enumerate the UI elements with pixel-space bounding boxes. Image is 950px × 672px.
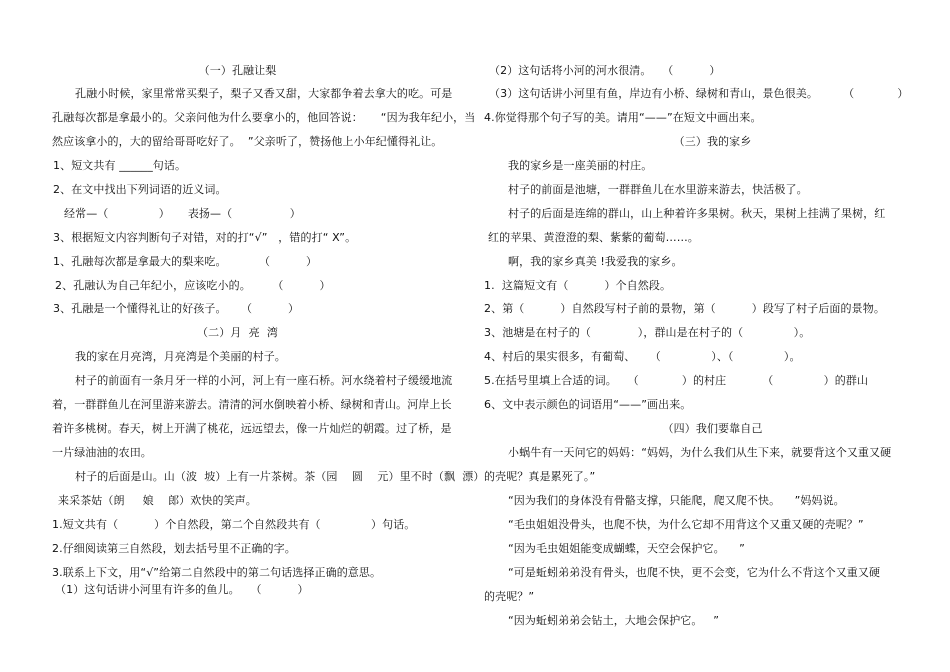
left-text-line: 孔融每次都是拿最小的。父亲问他为什么要拿小的，他回答说： “因为我年纪小，当	[52, 111, 476, 124]
left-text-line: （二）月 亮 湾	[197, 326, 278, 339]
right-text-line: 村子的后面是连绵的群山，山上种着许多果树。秋天，果树上挂满了果树，红	[508, 207, 886, 220]
right-text-line: 2、第（ ）自然段写村子前的景物，第（ ）段写了村子后面的景物。	[484, 302, 885, 315]
right-text-line: 的壳呢？真是累死了。”	[484, 470, 596, 483]
left-text-line: 2、孔融认为自己年纪小，应该吃小的。 （ ）	[55, 279, 331, 292]
left-text-line: 着，一群群鱼儿在河里游来游去。清清的河水倒映着小桥、绿树和青山。河岸上长	[52, 398, 452, 411]
right-text-line: 啊，我的家乡真美 !我爱我的家乡。	[508, 255, 683, 268]
left-text-line: 孔融小时候，家里常常买梨子，梨子又香又甜，大家都争着去拿大的吃。可是	[75, 87, 453, 100]
left-text-line: 经常—（ ） 表扬—（ ）	[64, 207, 301, 220]
left-text-line: 1、短文共有 ______句话。	[53, 159, 187, 172]
right-text-line: （四）我们要靠自己	[662, 422, 763, 435]
left-text-line: 我的家在月亮湾，月亮湾是个美丽的村子。	[75, 350, 286, 363]
right-text-line: 1. 这篇短文有（ ）个自然段。	[484, 279, 672, 292]
right-text-line: 红的苹果、黄澄澄的梨、紫紫的葡萄……。	[488, 231, 699, 244]
left-text-line: 2、在文中找出下列词语的近义词。	[53, 183, 227, 196]
right-text-line: 我的家乡是一座美丽的村庄。	[508, 159, 653, 172]
right-text-line: 小蜗牛有一天问它的妈妈：“妈妈，为什么我们从生下来，就要背这个又重又硬	[508, 446, 892, 459]
right-text-line: “因为我们的身体没有骨骼支撑，只能爬，爬又爬不快。 ”妈妈说。	[508, 494, 845, 507]
right-text-line: 5.在括号里填上合适的词。 （ ）的村庄 （ ）的群山	[484, 374, 869, 387]
left-text-line: 然应该拿小的，大的留给哥哥吃好了。 ”父亲听了，赞扬他上小年纪懂得礼让。	[52, 135, 443, 148]
left-text-line: （一）孔融让梨	[198, 64, 277, 77]
left-text-line: 3、孔融是一个懂得礼让的好孩子。 （ ）	[53, 302, 300, 315]
left-text-line: 着许多桃树。春天，树上开满了桃花，远远望去，像一片灿烂的朝霞。过了桥，是	[52, 422, 452, 435]
right-text-line: “因为蚯蚓弟弟会钻土，大地会保护它。 ”	[508, 614, 720, 627]
right-text-line: “可是蚯蚓弟弟没有骨头，也爬不快，更不会变，它为什么不背这个又重又硬	[508, 566, 881, 579]
right-text-line: 村子的前面是池塘，一群群鱼儿在水里游来游去，快活极了。	[508, 183, 808, 196]
left-text-line: 3、根据短文内容判断句子对错，对的打“√” ，错的打“ X”。	[53, 231, 357, 244]
right-text-line: 6、文中表示颜色的词语用“——”画出来。	[484, 398, 692, 411]
left-text-line: 村子的前面有一条月牙一样的小河，河上有一座石桥。河水绕着村子缓缓地流	[75, 374, 453, 387]
right-text-line: “因为毛虫姐姐能变成蝴蝶，天空会保护它。 ”	[508, 542, 745, 555]
left-text-line: 村子的后面是山。山（波 坡）上有一片茶树。茶（园 圆 元）里不时（飘 漂）	[75, 470, 485, 483]
left-text-line: 来采茶姑（朗 娘 郎）欢快的笑声。	[58, 494, 257, 507]
right-text-line: （三）我的家乡	[673, 135, 752, 148]
left-text-line: 3.联系上下文，用“√”给第二自然段中的第二句话选择正确的意思。	[52, 566, 382, 579]
left-text-line: （1）这句话讲小河里有许多的鱼儿。 （ ）	[55, 583, 309, 596]
left-text-line: 一片绿油油的农田。	[52, 446, 152, 459]
left-text-line: 2.仔细阅读第三自然段，划去括号里不正确的字。	[52, 542, 296, 555]
right-text-line: 3、池塘是在村子的（ ），群山是在村子的（ ）。	[484, 326, 811, 339]
right-text-line: 4、村后的果实很多，有葡萄、 （ ）、（ ）。	[484, 350, 801, 363]
right-text-line: 4.你觉得那个句子写的美。请用“——”在短文中画出来。	[484, 111, 762, 124]
right-text-line: （2）这句话将小河的河水很清。 （ ）	[489, 64, 721, 77]
right-text-line: （3）这句话讲小河里有鱼，岸边有小桥、绿树和青山，景色很美。 （ ）	[489, 87, 909, 100]
left-text-line: 1.短文共有（ ）个自然段，第二个自然段共有（ ）句话。	[52, 518, 416, 531]
right-text-line: “毛虫姐姐没骨头，也爬不快，为什么它却不用背这个又重又硬的壳呢？”	[508, 518, 864, 531]
left-text-line: 1、孔融每次都是拿最大的梨来吃。 （ ）	[53, 255, 318, 268]
right-text-line: 的壳呢？”	[484, 590, 535, 603]
